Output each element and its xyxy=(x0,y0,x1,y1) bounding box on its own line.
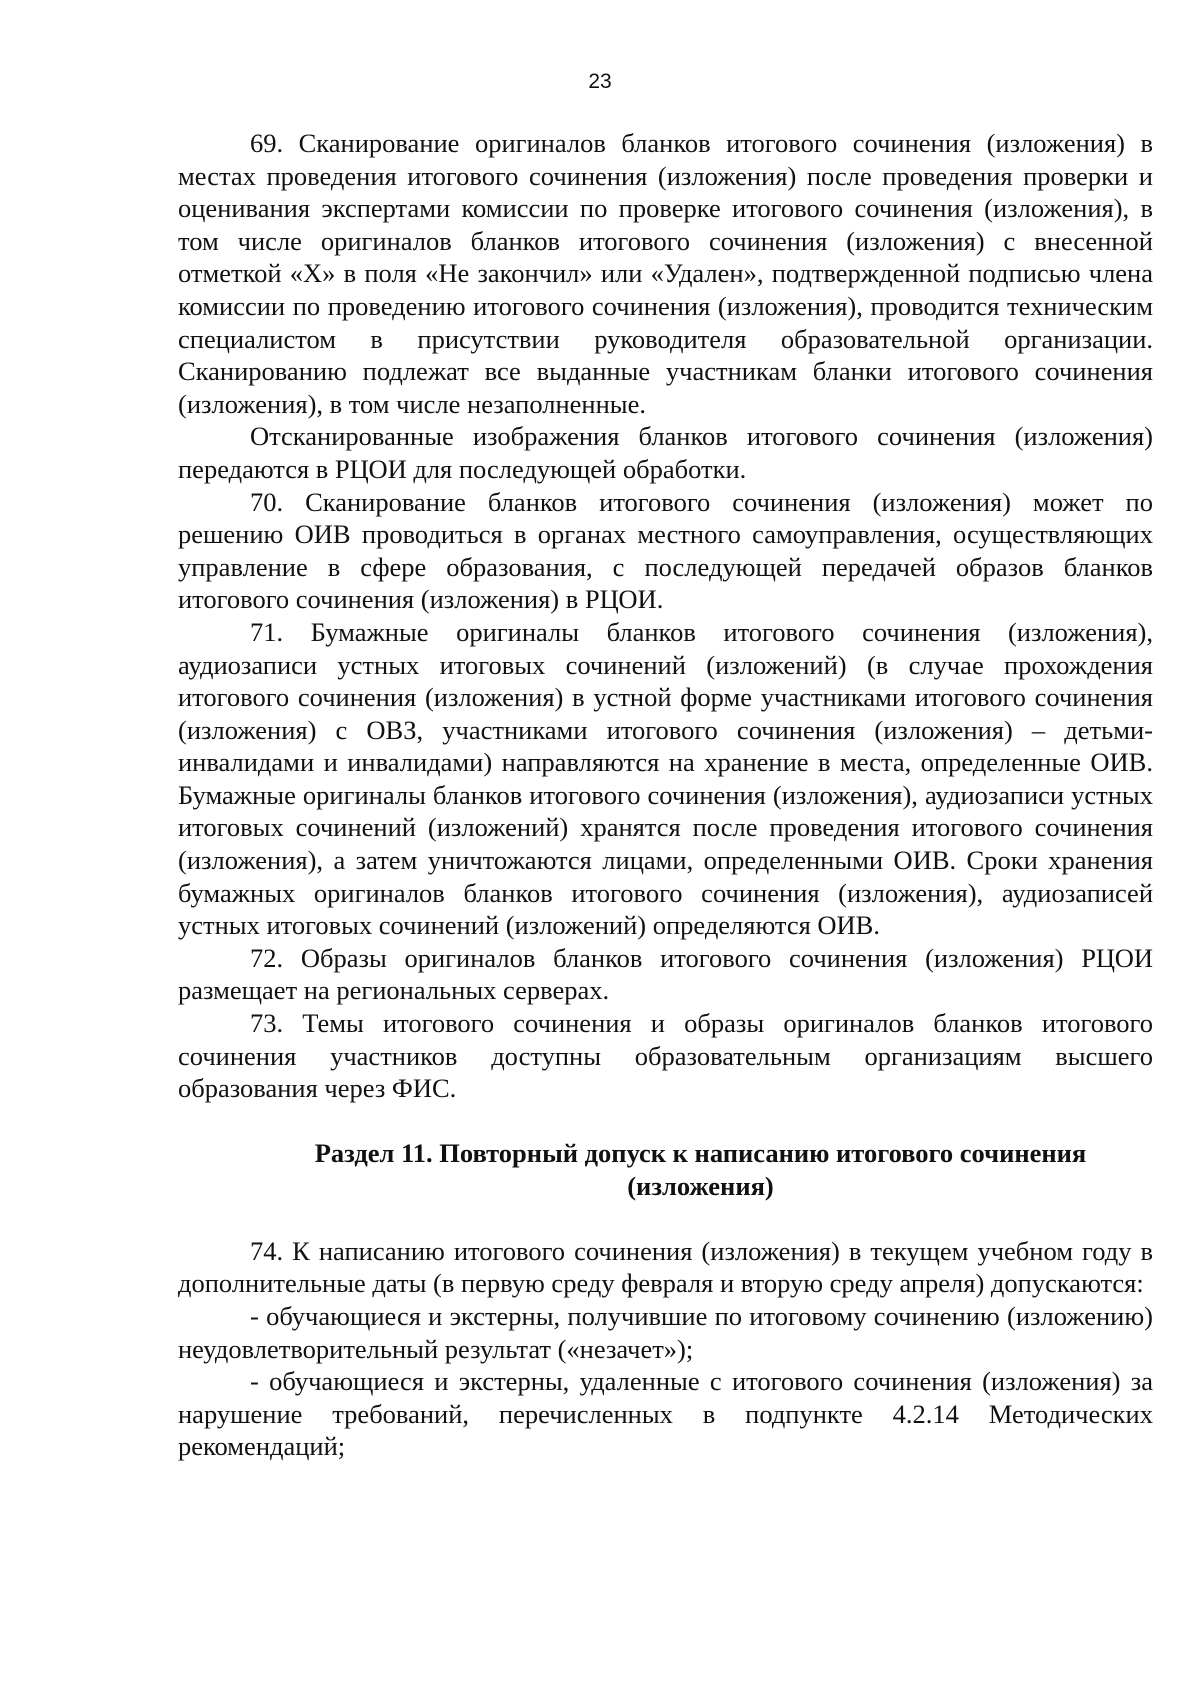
section-heading-line-2: (изложения) xyxy=(627,1170,774,1201)
paragraph-71: 71. Бумажные оригиналы бланков итогового сочинения (изложения), аудиозаписи устных итоговых сочинений (изложений) (в случае прохождения итогового сочинения (изложения) в устной форме участниками итогового сочинения (изложения) с ОВЗ, участниками итогового сочинения (изложения) – детьми-инвалидами и инвалидами) направляются на хранение в места, определенные ОИВ. Бумажные оригиналы бланков итогового сочинения (изложения), аудиозаписи устных итоговых сочинений (изложений) хранятся после проведения итогового сочинения (изложения), а затем уничтожаются лицами, определенными ОИВ. Сроки хранения бумажных оригиналов бланков итогового сочинения (изложения), аудиозаписей устных итоговых сочинений (изложений) определяются ОИВ. xyxy=(178,616,1153,941)
paragraph-72: 72. Образы оригиналов бланков итогового сочинения (изложения) РЦОИ размещает на региональных серверах. xyxy=(178,942,1153,1006)
list-item-removed-participants: - обучающиеся и экстерны, удаленные с итогового сочинения (изложения) за нарушение требований, перечисленных в подпункте 4.2.14 Методических рекомендаций; xyxy=(178,1366,1153,1462)
page-number: 23 xyxy=(588,70,612,93)
paragraph-73: 73. Темы итогового сочинения и образы оригиналов бланков итогового сочинения участников доступны образовательным организациям высшего образования через ФИС. xyxy=(178,1008,1153,1104)
section-heading-line-1: Раздел 11. Повторный допуск к написанию итогового сочинения xyxy=(314,1137,1087,1168)
paragraph-70: 70. Сканирование бланков итогового сочинения (изложения) может по решению ОИВ проводиться в органах местного самоуправления, осуществляющих управление в сфере образования, с последующей передачей образов бланков итогового сочинения (изложения) в РЦОИ. xyxy=(178,486,1153,615)
section-heading xyxy=(178,1137,1153,1203)
paragraph-69: 69. Сканирование оригиналов бланков итогового сочинения (изложения) в местах проведения итогового сочинения (изложения) после проведения проверки и оценивания экспертами комиссии по проверке итогового сочинения (изложения), в том числе оригиналов бланков итогового сочинения (изложения) с внесенной отметкой «Х» в поля «Не закончил» или «Удален», подтвержденной подписью члена комиссии по проведению итогового сочинения (изложения), проводится техническим специалистом в присутствии руководителя образовательной организации. Сканированию подлежат все выданные участникам бланки итогового сочинения (изложения), в том числе незаполненные. xyxy=(178,128,1153,419)
paragraph-69-continuation: Отсканированные изображения бланков итогового сочинения (изложения) передаются в РЦОИ для последующей обработки. xyxy=(178,421,1153,484)
paragraph-74: 74. К написанию итогового сочинения (изложения) в текущем учебном году в дополнительные даты (в первую среду февраля и вторую среду апреля) допускаются: xyxy=(178,1235,1153,1299)
document-body xyxy=(178,127,1153,1463)
list-item-unsatisfactory-result: - обучающиеся и экстерны, получившие по итоговому сочинению (изложению) неудовлетворительный результат («незачет»); xyxy=(178,1301,1153,1364)
